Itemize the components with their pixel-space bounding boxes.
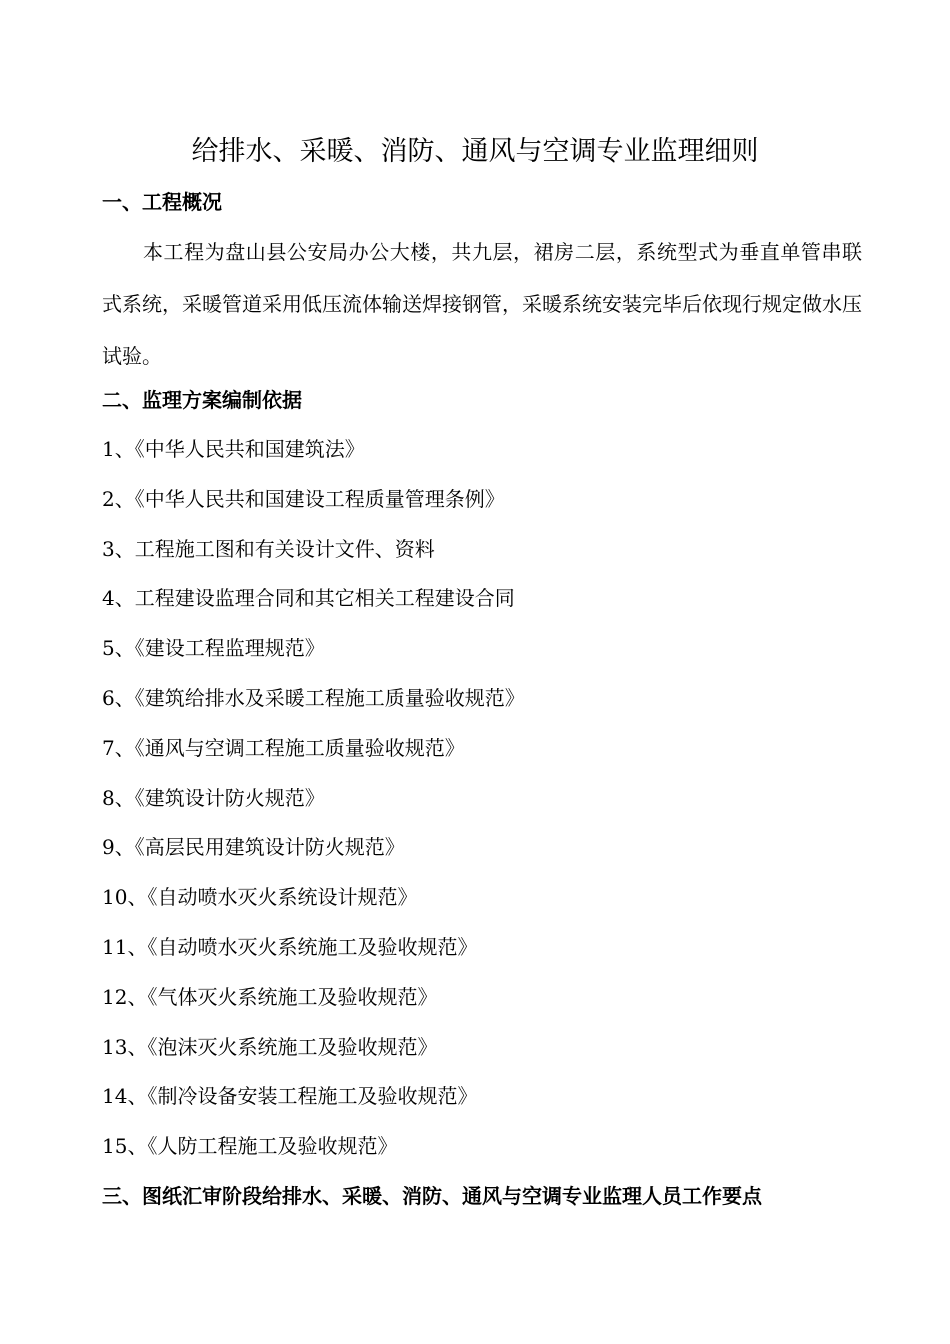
section-heading-drawing-review: 三、图纸汇审阶段给排水、采暖、消防、通风与空调专业监理人员工作要点 <box>102 1184 762 1208</box>
overview-paragraph: 本工程为盘山县公安局办公大楼，共九层，裙房二层，系统型式为垂直单管串联式系统，采暖管道采用低压流体输送焊接钢管，采暖系统安装完毕后依现行规定做水压试验。 <box>102 240 862 368</box>
section-heading-overview: 一、工程概况 <box>102 190 222 214</box>
list-item: 4、工程建设监理合同和其它相关工程建设合同 <box>102 586 515 611</box>
section-heading-basis: 二、监理方案编制依据 <box>102 388 302 412</box>
document-title: 给排水、采暖、消防、通风与空调专业监理细则 <box>191 136 759 167</box>
list-item: 1、《中华人民共和国建筑法》 <box>102 437 365 461</box>
list-item: 10、《自动喷水灭火系统设计规范》 <box>102 885 418 910</box>
list-item: 3、工程施工图和有关设计文件、资料 <box>102 536 435 561</box>
list-item: 7、《通风与空调工程施工质量验收规范》 <box>102 735 465 760</box>
basis-list <box>102 432 525 1179</box>
list-item: 8、《建筑设计防火规范》 <box>102 785 325 810</box>
list-item: 13、《泡沫灭火系统施工及验收规范》 <box>102 1034 438 1059</box>
list-item: 11、《自动喷水灭火系统施工及验收规范》 <box>102 934 478 959</box>
list-item: 14、《制冷设备安装工程施工及验收规范》 <box>102 1084 478 1109</box>
list-item: 12、《气体灭火系统施工及验收规范》 <box>102 984 438 1009</box>
list-item: 9、《高层民用建筑设计防火规范》 <box>102 835 405 860</box>
list-item: 6、《建筑给排水及采暖工程施工质量验收规范》 <box>102 685 525 710</box>
list-item: 15、《人防工程施工及验收规范》 <box>102 1134 398 1159</box>
list-item: 2、《中华人民共和国建设工程质量管理条例》 <box>102 486 505 511</box>
list-item: 5、《建设工程监理规范》 <box>102 636 325 661</box>
